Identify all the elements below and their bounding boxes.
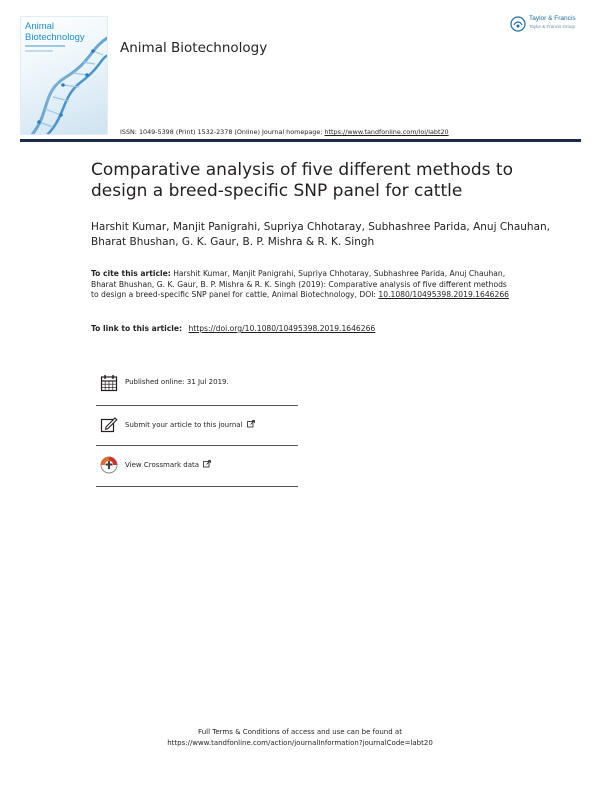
publisher-logo-text: Taylor & Francis xyxy=(529,15,576,22)
published-row xyxy=(96,366,298,398)
journal-name: Animal Biotechnology xyxy=(120,40,268,56)
cite-doi-link[interactable]: 10.1080/10495398.2019.1646266 xyxy=(378,290,510,300)
cover-detail-line xyxy=(25,45,65,47)
footer-terms-link[interactable]: https://www.tandfonline.com/action/journalInformation?journalCode=labt20 xyxy=(167,739,433,747)
publisher-logo[interactable] xyxy=(510,14,584,36)
footer-terms-text: Full Terms & Conditions of access and use can be found at xyxy=(198,728,402,736)
publisher-logo-icon xyxy=(510,16,526,32)
external-link-icon xyxy=(203,460,211,468)
edit-icon xyxy=(100,416,118,434)
article-title: Comparative analysis of five different methods to design a breed-specific SNP panel for cattle xyxy=(91,160,513,201)
divider xyxy=(96,486,298,487)
crossmark-icon xyxy=(100,456,118,474)
link-label: To link to this article: xyxy=(91,324,183,333)
journal-cover xyxy=(20,16,108,135)
citation-block xyxy=(91,269,511,301)
divider xyxy=(96,405,298,406)
cover-title: Animal Biotechnology xyxy=(25,21,85,43)
cover-detail-line xyxy=(25,50,53,52)
divider xyxy=(96,445,298,446)
publisher-logo-subtext: Taylor & Francis Group xyxy=(529,24,576,29)
article-authors: Harshit Kumar, Manjit Panigrahi, Supriya Chhotaray, Subhashree Parida, Anuj Chauhan, Bharat Bhushan, G. K. Gaur, B. P. Mishra & R. K. Singh xyxy=(91,221,550,248)
cite-label: To cite this article: xyxy=(91,269,171,278)
submit-article-row[interactable] xyxy=(96,408,298,440)
external-link-icon xyxy=(247,420,255,428)
calendar-icon xyxy=(100,374,118,392)
article-link-line xyxy=(91,324,375,333)
published-date: Published online: 31 Jul 2019. xyxy=(125,378,229,386)
submit-article-link[interactable]: Submit your article to this journal xyxy=(125,420,255,429)
issn-text: ISSN: 1049-5398 (Print) 1532-2378 (Online) Journal homepage: xyxy=(120,128,323,136)
article-doi-link[interactable]: https://doi.org/10.1080/10495398.2019.1646266 xyxy=(188,324,376,333)
issn-line xyxy=(120,128,449,136)
journal-homepage-link[interactable]: https://www.tandfonline.com/loi/labt20 xyxy=(324,128,449,136)
cite-text: Harshit Kumar, Manjit Panigrahi, Supriya Chhotaray, Subhashree Parida, Anuj Chauhan, Bharat Bhushan, G. K. Gaur, B. P. Mishra & R. K. Singh (2019): Comparative analysis of five different methods to design a breed-specific SNP panel for cattle, Animal Biotechnology, DOI: xyxy=(91,269,507,300)
crossmark-row[interactable] xyxy=(96,448,298,480)
footer xyxy=(0,727,600,749)
crossmark-link[interactable]: View Crossmark data xyxy=(125,460,211,469)
header-rule xyxy=(20,139,581,142)
